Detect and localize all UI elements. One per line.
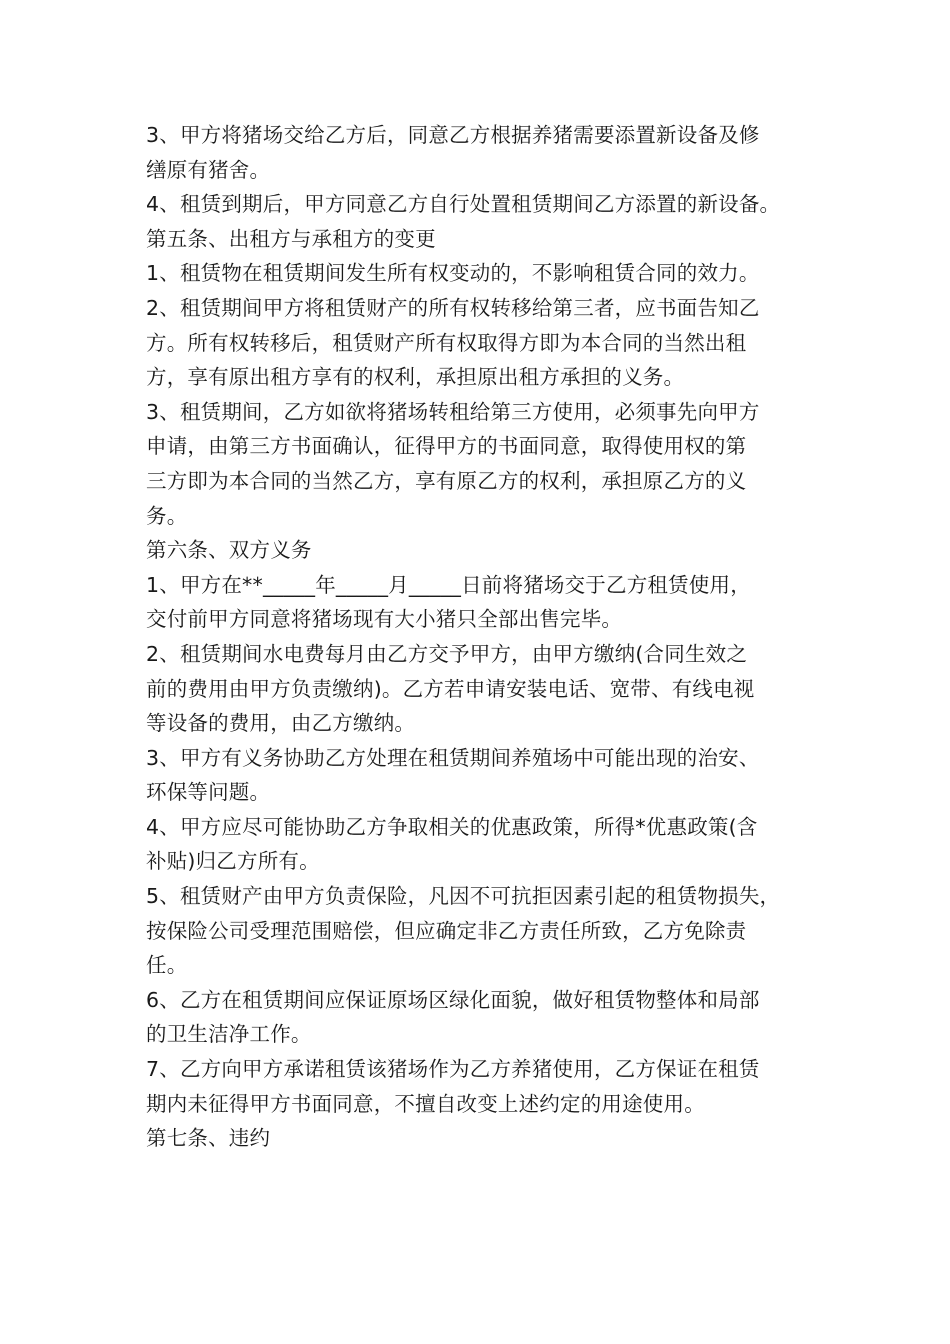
clause-text-line: 申请，由第三方书面确认，征得甲方的书面同意，取得使用权的第 bbox=[146, 434, 747, 459]
clause-text-line: 交付前甲方同意将猪场现有大小猪只全部出售完毕。 bbox=[146, 607, 623, 632]
section-heading: 第七条、违约 bbox=[146, 1126, 271, 1151]
clause-text-line: 1、甲方在**_____年_____月_____日前将猪场交于乙方租赁使用， bbox=[146, 572, 751, 597]
clause-text-line: 缮原有猪舍。 bbox=[146, 157, 271, 182]
section-heading: 第六条、双方义务 bbox=[146, 538, 312, 563]
clause-text-line: 期内未征得甲方书面同意，不擅自改变上述约定的用途使用。 bbox=[146, 1091, 705, 1116]
clause-text-line: 3、租赁期间，乙方如欲将猪场转租给第三方使用，必须事先向甲方 bbox=[146, 399, 760, 424]
clause-text-line: 7、乙方向甲方承诺租赁该猪场作为乙方养猪使用，乙方保证在租赁 bbox=[146, 1057, 760, 1082]
clause-text-line: 3、甲方将猪场交给乙方后，同意乙方根据养猪需要添置新设备及修 bbox=[146, 123, 760, 147]
clause-text-line: 补贴)归乙方所有。 bbox=[146, 849, 320, 874]
clause-text-line: 1、租赁物在租赁期间发生所有权变动的，不影响租赁合同的效力。 bbox=[146, 261, 760, 286]
clause-text-line: 2、租赁期间甲方将租赁财产的所有权转移给第三者，应书面告知乙 bbox=[146, 295, 760, 320]
clause-text-line: 务。 bbox=[146, 503, 188, 528]
clause-text-line: 等设备的费用，由乙方缴纳。 bbox=[146, 711, 416, 736]
section-heading: 第五条、出租方与承租方的变更 bbox=[146, 226, 436, 251]
clause-text-line: 方。所有权转移后，租赁财产所有权取得方即为本合同的当然出租 bbox=[146, 330, 747, 355]
clause-text-line: 环保等问题。 bbox=[146, 780, 271, 805]
document-body bbox=[146, 118, 816, 1156]
clause-text-line: 按保险公司受理范围赔偿，但应确定非乙方责任所致，乙方免除责 bbox=[146, 918, 747, 943]
clause-text-line: 4、租赁到期后，甲方同意乙方自行处置租赁期间乙方添置的新设备。 bbox=[146, 192, 781, 217]
clause-text-line: 的卫生洁净工作。 bbox=[146, 1022, 312, 1047]
clause-text-line: 任。 bbox=[146, 953, 188, 978]
clause-text-line: 2、租赁期间水电费每月由乙方交予甲方，由甲方缴纳(合同生效之 bbox=[146, 641, 748, 666]
clause-text-line: 6、乙方在租赁期间应保证原场区绿化面貌，做好租赁物整体和局部 bbox=[146, 987, 760, 1012]
clause-text-line: 三方即为本合同的当然乙方，享有原乙方的权利，承担原乙方的义 bbox=[146, 468, 747, 493]
clause-text-line: 前的费用由甲方负责缴纳)。乙方若申请安装电话、宽带、有线电视 bbox=[146, 676, 755, 701]
clause-text-line: 4、甲方应尽可能协助乙方争取相关的优惠政策，所得*优惠政策(含 bbox=[146, 814, 758, 839]
clause-text-line: 方，享有原出租方享有的权利，承担原出租方承担的义务。 bbox=[146, 365, 685, 390]
clause-text-line: 5、租赁财产由甲方负责保险，凡因不可抗拒因素引起的租赁物损失， bbox=[146, 884, 781, 909]
clause-text-line: 3、甲方有义务协助乙方处理在租赁期间养殖场中可能出现的治安、 bbox=[146, 745, 760, 770]
